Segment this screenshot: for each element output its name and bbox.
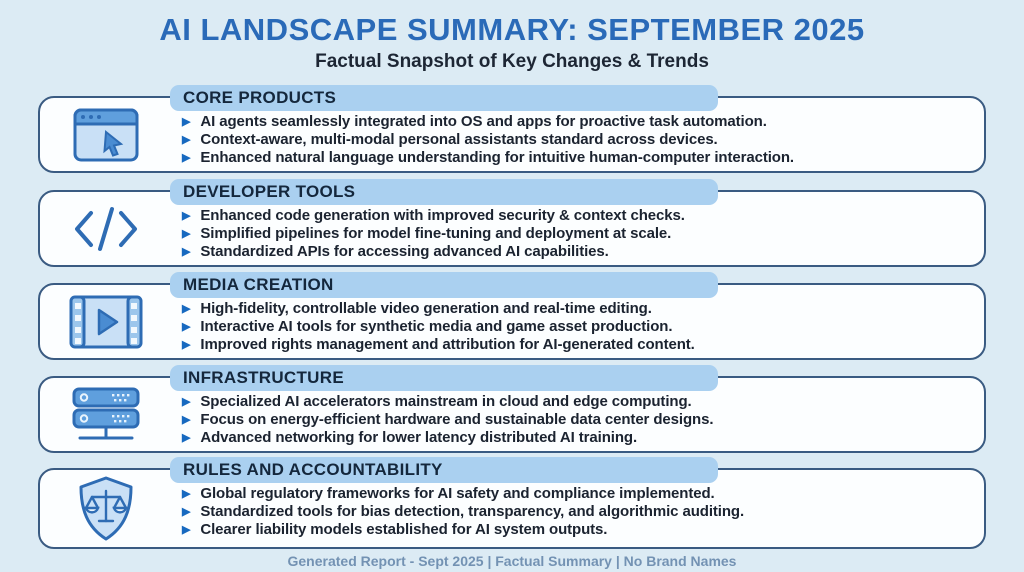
section-header: RULES AND ACCOUNTABILITY [170, 457, 718, 483]
page-title: AI LANDSCAPE SUMMARY: SEPTEMBER 2025 [159, 12, 865, 47]
arrow-bullet-icon: ▶ [182, 134, 191, 146]
shield-scales-icon [40, 470, 172, 547]
bullet-item [180, 521, 970, 539]
bullet-text: Enhanced natural language understanding for intuitive human-computer interaction. [200, 149, 794, 166]
bullet-item [180, 336, 970, 354]
section-header: INFRASTRUCTURE [170, 365, 718, 391]
arrow-bullet-icon: ▶ [182, 506, 191, 518]
bullet-text: Focus on energy-efficient hardware and sustainable data center designs. [200, 411, 714, 428]
bullet-item [180, 149, 970, 167]
section-card-infrastructure [38, 368, 986, 453]
section-card-core-products [38, 88, 986, 173]
section-card-rules-accountability [38, 460, 986, 549]
bullet-text: Specialized AI accelerators mainstream in cloud and edge computing. [200, 393, 692, 410]
bullet-item [180, 243, 970, 261]
bullet-text: Standardized APIs for accessing advanced AI capabilities. [200, 243, 609, 260]
code-icon [40, 192, 172, 265]
film-play-icon [40, 285, 172, 358]
arrow-bullet-icon: ▶ [182, 152, 191, 164]
bullet-text: Interactive AI tools for synthetic media and game asset production. [200, 318, 673, 335]
bullet-text: Context-aware, multi-modal personal assistants standard across devices. [200, 131, 718, 148]
arrow-bullet-icon: ▶ [182, 116, 191, 128]
arrow-bullet-icon: ▶ [182, 339, 191, 351]
bullet-item [180, 393, 970, 411]
bullet-item [180, 429, 970, 447]
bullet-text: High-fidelity, controllable video generation and real-time editing. [200, 300, 652, 317]
arrow-bullet-icon: ▶ [182, 246, 191, 258]
bullet-text: Simplified pipelines for model fine-tuning and deployment at scale. [200, 225, 672, 242]
arrow-bullet-icon: ▶ [182, 303, 191, 315]
arrow-bullet-icon: ▶ [182, 488, 191, 500]
bullet-item [180, 411, 970, 429]
section-header: CORE PRODUCTS [170, 85, 718, 111]
bullet-item [180, 485, 970, 503]
bullet-item [180, 207, 970, 225]
bullet-item [180, 503, 970, 521]
bullet-text: Standardized tools for bias detection, transparency, and algorithmic auditing. [200, 503, 745, 520]
section-header: DEVELOPER TOOLS [170, 179, 718, 205]
arrow-bullet-icon: ▶ [182, 228, 191, 240]
arrow-bullet-icon: ▶ [182, 321, 191, 333]
section-header: MEDIA CREATION [170, 272, 718, 298]
arrow-bullet-icon: ▶ [182, 396, 191, 408]
bullet-item [180, 300, 970, 318]
bullet-item [180, 225, 970, 243]
bullet-text: AI agents seamlessly integrated into OS and apps for proactive task automation. [200, 113, 767, 130]
bullet-text: Clearer liability models established for AI system outputs. [200, 521, 608, 538]
bullet-text: Advanced networking for lower latency distributed AI training. [200, 429, 638, 446]
bullet-item [180, 318, 970, 336]
browser-cursor-icon [40, 98, 172, 171]
bullet-text: Improved rights management and attribution for AI-generated content. [200, 336, 695, 353]
bullet-text: Enhanced code generation with improved security & context checks. [200, 207, 685, 224]
bullet-item [180, 113, 970, 131]
section-card-media-creation [38, 275, 986, 360]
arrow-bullet-icon: ▶ [182, 414, 191, 426]
arrow-bullet-icon: ▶ [182, 524, 191, 536]
page-subtitle: Factual Snapshot of Key Changes & Trends [315, 51, 709, 72]
server-icon [40, 378, 172, 451]
arrow-bullet-icon: ▶ [182, 210, 191, 222]
bullet-item [180, 131, 970, 149]
bullet-text: Global regulatory frameworks for AI safety and compliance implemented. [200, 485, 715, 502]
arrow-bullet-icon: ▶ [182, 432, 191, 444]
footer-text: Generated Report - Sept 2025 | Factual Summary | No Brand Names [287, 553, 737, 569]
section-card-developer-tools [38, 182, 986, 267]
